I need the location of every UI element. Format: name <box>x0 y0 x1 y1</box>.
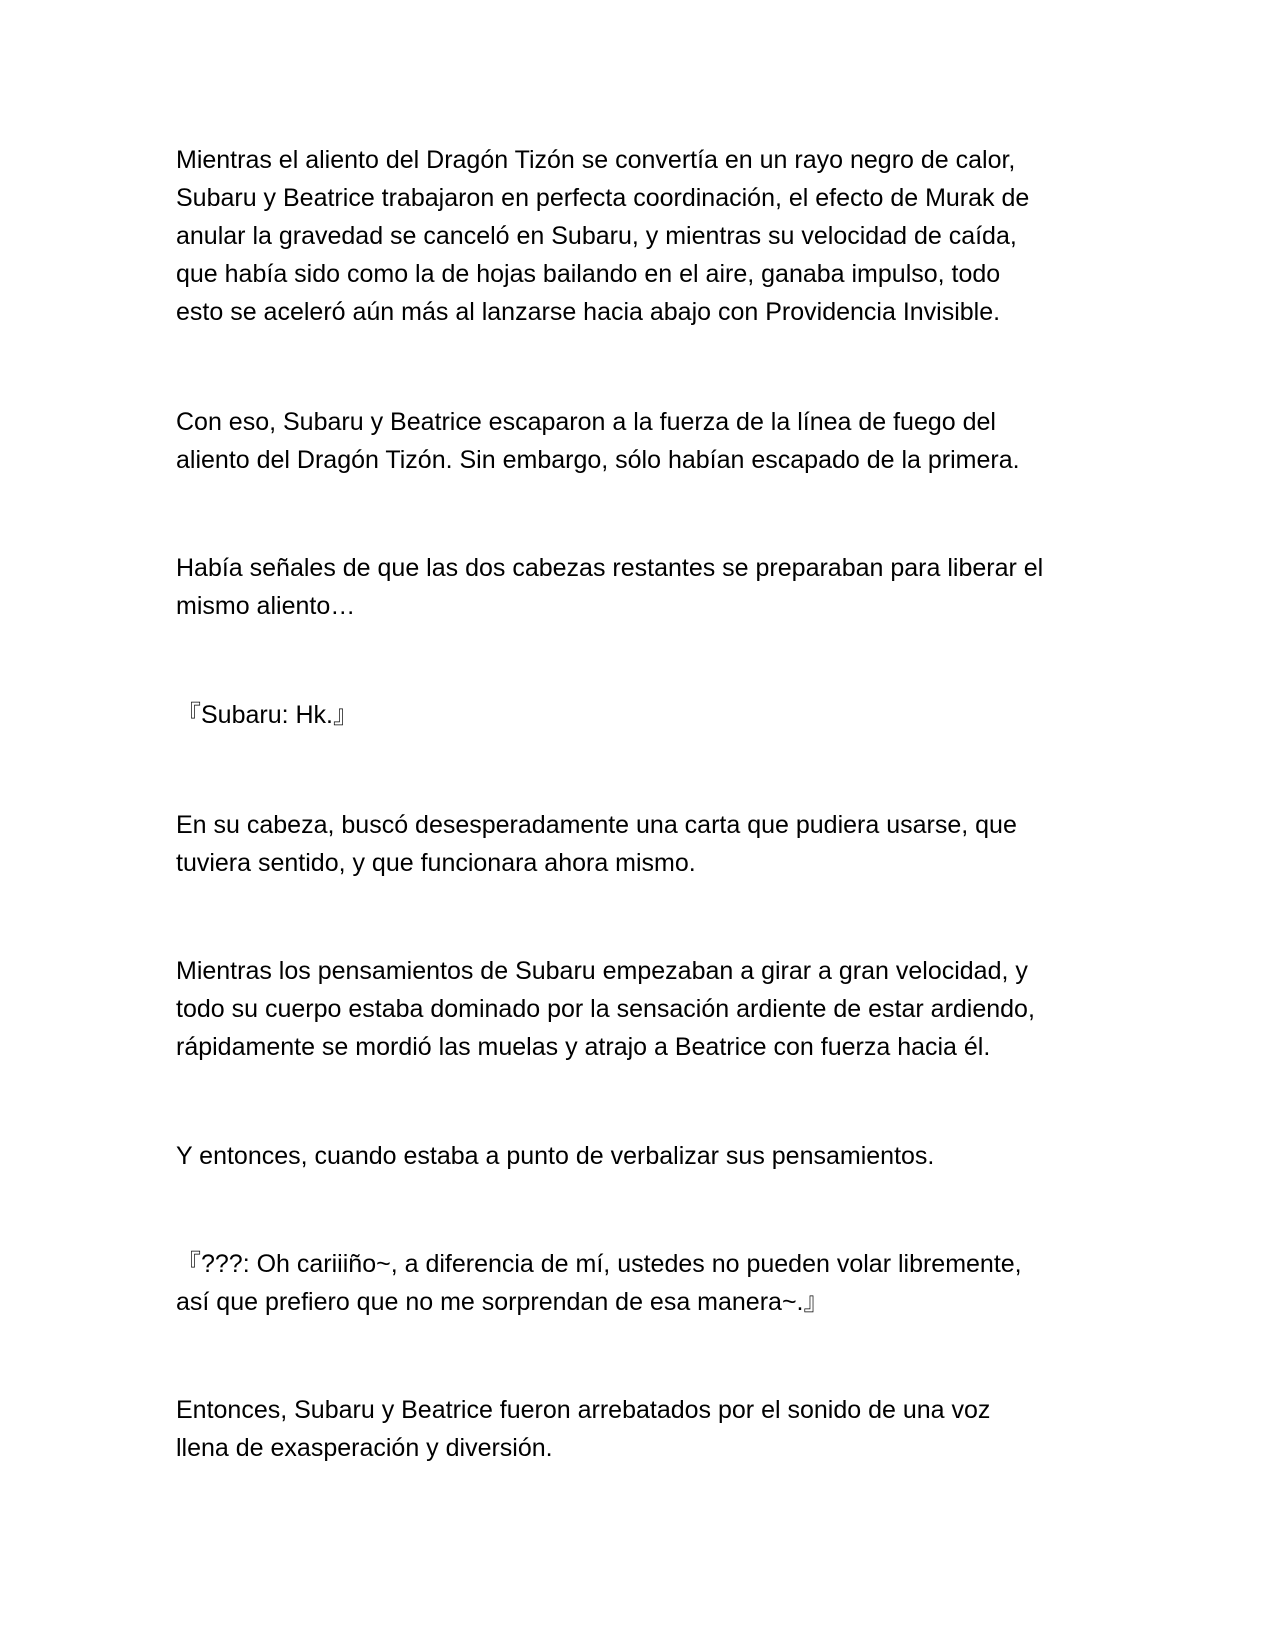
paragraph-dragon-breath <box>176 141 1116 331</box>
text-line: Mientras el aliento del Dragón Tizón se convertía en un rayo negro de calor, <box>176 146 1016 174</box>
text-line: que había sido como la de hojas bailando en el aire, ganaba impulso, todo <box>176 260 1001 288</box>
text-line: anular la gravedad se canceló en Subaru, y mientras su velocidad de caída, <box>176 222 1017 250</box>
dialogue-unknown <box>176 1245 1116 1321</box>
dialogue-subaru <box>176 696 1116 734</box>
paragraph-search-card <box>176 806 1116 882</box>
text-line: Y entonces, cuando estaba a punto de verbalizar sus pensamientos. <box>176 1142 935 1170</box>
text-line: Entonces, Subaru y Beatrice fueron arrebatados por el sonido de una voz <box>176 1396 991 1424</box>
text-line: todo su cuerpo estaba dominado por la sensación ardiente de estar ardiendo, <box>176 995 1035 1023</box>
paragraph-snatched <box>176 1391 1116 1467</box>
text-line: esto se aceleró aún más al lanzarse hacia abajo con Providencia Invisible. <box>176 298 1001 326</box>
text-line: aliento del Dragón Tizón. Sin embargo, sólo habían escapado de la primera. <box>176 446 1020 474</box>
text-line: llena de exasperación y diversión. <box>176 1434 553 1462</box>
text-line: 『Subaru: Hk.』 <box>176 701 359 729</box>
text-line: 『???: Oh cariiiño~, a diferencia de mí, ustedes no pueden volar libremente, <box>176 1250 1022 1278</box>
text-line: así que prefiero que no me sorprendan de esa manera~.』 <box>176 1288 829 1316</box>
text-line: tuviera sentido, y que funcionara ahora mismo. <box>176 849 696 877</box>
text-line: Con eso, Subaru y Beatrice escaparon a la fuerza de la línea de fuego del <box>176 408 996 436</box>
paragraph-verbalize <box>176 1137 1116 1175</box>
text-line: Subaru y Beatrice trabajaron en perfecta coordinación, el efecto de Murak de <box>176 184 1030 212</box>
text-line: En su cabeza, buscó desesperadamente una carta que pudiera usarse, que <box>176 811 1017 839</box>
paragraph-escape <box>176 403 1116 479</box>
text-line: Había señales de que las dos cabezas restantes se preparaban para liberar el <box>176 554 1044 582</box>
text-line: mismo aliento… <box>176 592 356 620</box>
paragraph-remaining-heads <box>176 549 1116 625</box>
text-line: Mientras los pensamientos de Subaru empezaban a girar a gran velocidad, y <box>176 957 1028 985</box>
paragraph-thoughts <box>176 952 1116 1066</box>
text-line: rápidamente se mordió las muelas y atrajo a Beatrice con fuerza hacia él. <box>176 1033 991 1061</box>
